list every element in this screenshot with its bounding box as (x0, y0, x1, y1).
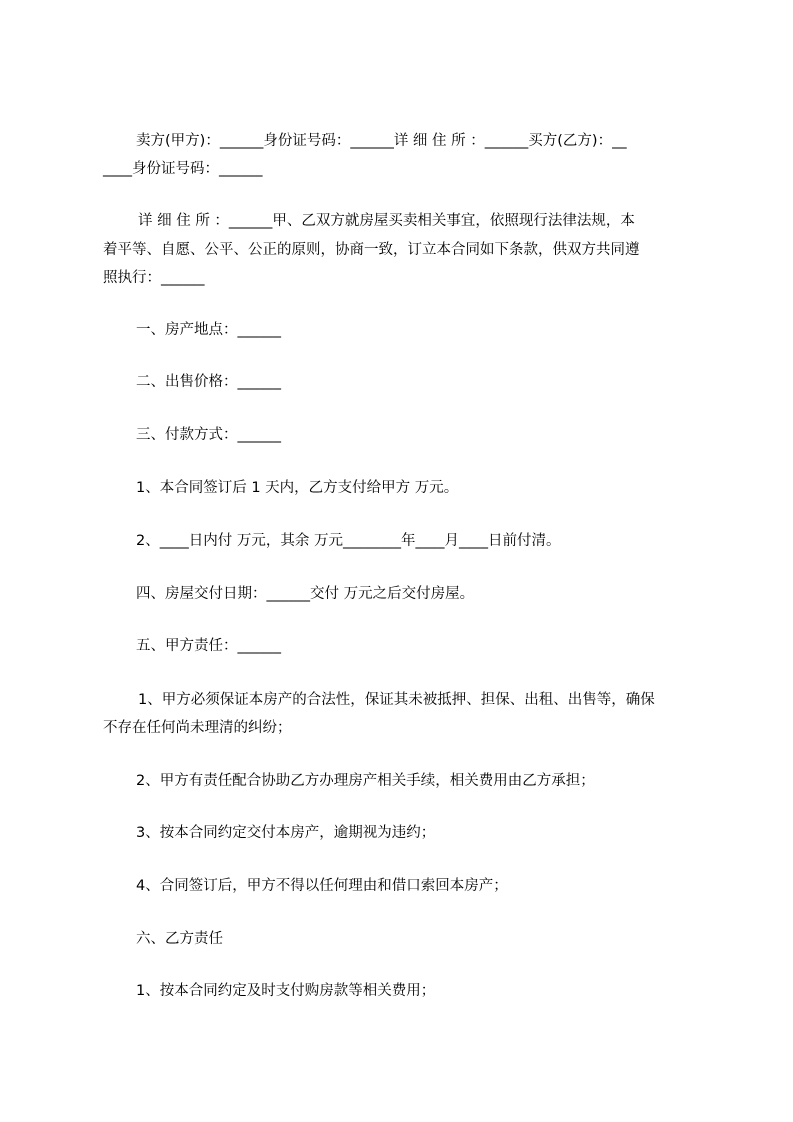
payment-clause-2: 2、____日内付 万元，其余 万元________年____月____日前付清。 (136, 533, 561, 549)
seller-buyer-line-2: ____身份证号码：______ (103, 161, 263, 177)
party-a-clause-3: 3、按本合同约定交付本房产，逾期视为违约； (136, 825, 436, 841)
party-a-clause-2: 2、甲方有责任配合协助乙方办理房产相关手续，相关费用由乙方承担； (136, 773, 595, 789)
party-b-clause-1: 1、按本合同约定及时支付购房款等相关费用； (136, 983, 436, 999)
seller-buyer-line-1: 卖方(甲方)：______身份证号码：______详 细 住 所 ：______买方(乙方)：__ (136, 133, 627, 149)
preamble-line-2: 着平等、自愿、公平、公正的原则，协商一致，订立本合同如下条款，供双方共同遵 (103, 242, 640, 258)
preamble-line-1: 详 细 住 所 ：______甲、乙双方就房屋买卖相关事宜，依照现行法律法规，本 (138, 213, 635, 229)
section-party-b-duties: 六、乙方责任 (136, 931, 223, 947)
payment-clause-1: 1、本合同签订后 1 天内，乙方支付给甲方 万元。 (136, 480, 459, 496)
party-a-clause-1-line-2: 不存在任何尚未理清的纠纷； (103, 720, 292, 736)
section-party-a-duties: 五、甲方责任：______ (136, 638, 281, 654)
section-sale-price: 二、出售价格：______ (136, 374, 281, 390)
preamble-line-3: 照执行：______ (103, 270, 205, 286)
party-a-clause-1-line-1: 1、甲方必须保证本房产的合法性，保证其未被抵押、担保、出租、出售等，确保 (138, 692, 655, 708)
party-a-clause-4: 4、合同签订后，甲方不得以任何理由和借口索回本房产； (136, 878, 508, 894)
section-property-location: 一、房产地点：______ (136, 322, 281, 338)
section-delivery-date: 四、房屋交付日期：______交付 万元之后交付房屋。 (136, 586, 475, 602)
section-payment-method: 三、付款方式：______ (136, 427, 281, 443)
